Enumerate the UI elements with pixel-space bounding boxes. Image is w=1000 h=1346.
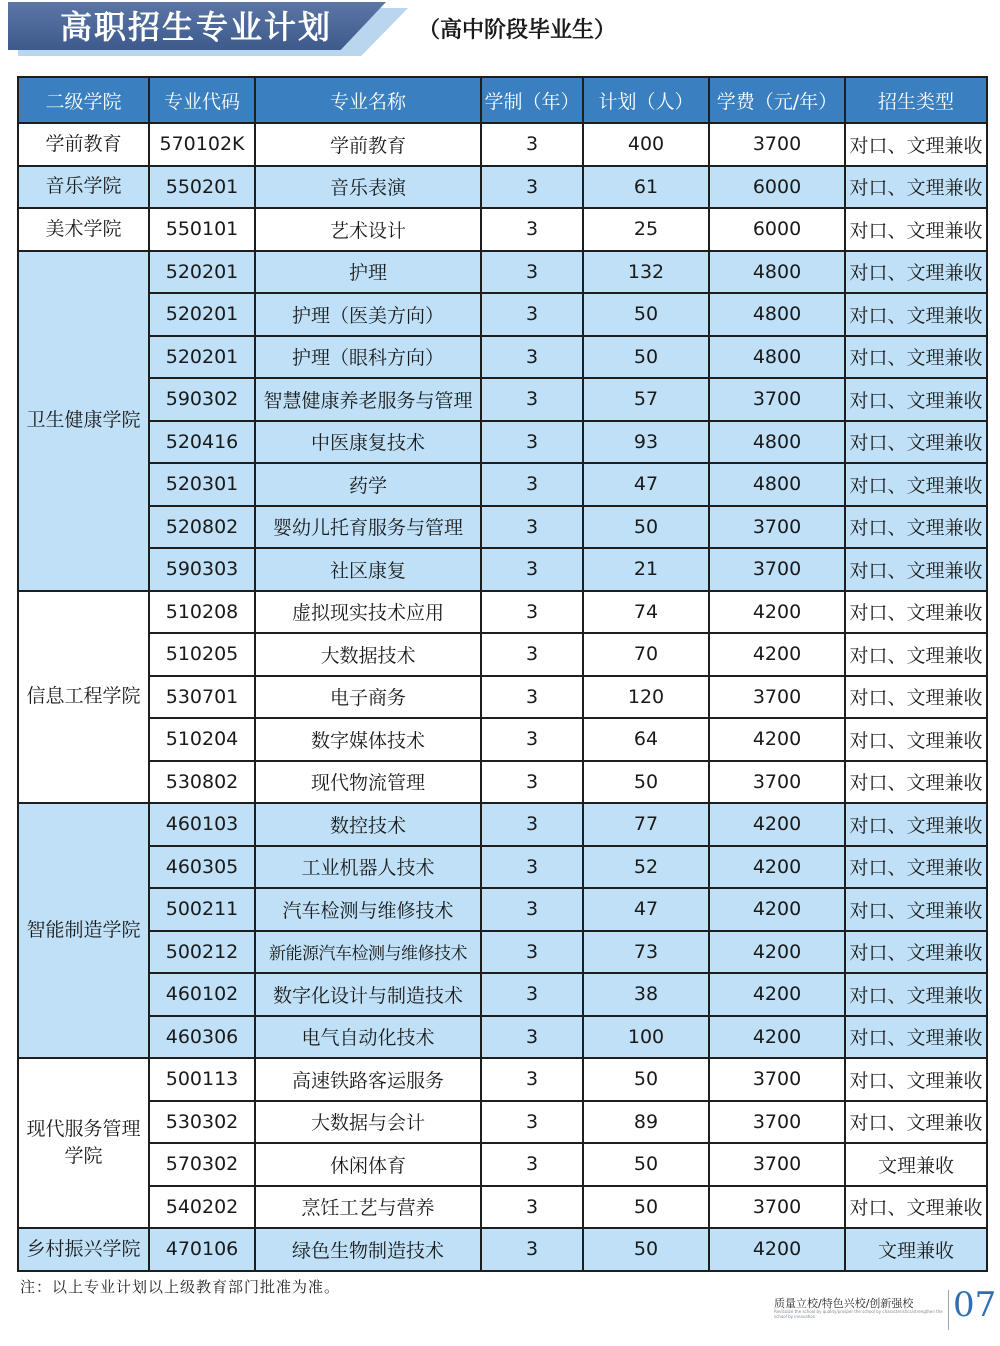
plan-count-cell: 50 bbox=[583, 1186, 709, 1229]
tuition-cell: 4200 bbox=[709, 1228, 845, 1271]
plan-count-cell: 38 bbox=[583, 973, 709, 1016]
plan-count-cell: 89 bbox=[583, 1101, 709, 1144]
table-row bbox=[18, 1101, 987, 1144]
tuition-cell: 3700 bbox=[709, 1186, 845, 1229]
years-cell: 3 bbox=[481, 1101, 583, 1144]
major-name-cell: 婴幼儿托育服务与管理 bbox=[255, 506, 481, 549]
major-name-cell: 工业机器人技术 bbox=[255, 846, 481, 889]
page-number: 07 bbox=[953, 1285, 997, 1325]
table-row bbox=[18, 1016, 987, 1059]
years-cell: 3 bbox=[481, 336, 583, 379]
major-name-cell: 药学 bbox=[255, 463, 481, 506]
tuition-cell: 6000 bbox=[709, 166, 845, 209]
enrollment-plan-table bbox=[17, 76, 986, 1272]
major-name-cell: 新能源汽车检测与维修技术 bbox=[255, 931, 481, 974]
tuition-cell: 4800 bbox=[709, 336, 845, 379]
major-name-cell: 虚拟现实技术应用 bbox=[255, 591, 481, 634]
table-row bbox=[18, 761, 987, 804]
major-code-cell: 520416 bbox=[149, 421, 255, 464]
plan-count-cell: 70 bbox=[583, 633, 709, 676]
header-plan: 计划（人） bbox=[583, 77, 709, 123]
major-name-cell: 大数据技术 bbox=[255, 633, 481, 676]
plan-count-cell: 93 bbox=[583, 421, 709, 464]
tuition-cell: 4200 bbox=[709, 888, 845, 931]
tuition-cell: 3700 bbox=[709, 378, 845, 421]
admission-type-cell: 对口、文理兼收 bbox=[845, 633, 987, 676]
header-years: 学制（年） bbox=[481, 77, 583, 123]
admission-type-cell: 对口、文理兼收 bbox=[845, 251, 987, 294]
plan-count-cell: 50 bbox=[583, 293, 709, 336]
plan-count-cell: 50 bbox=[583, 506, 709, 549]
table-row bbox=[18, 931, 987, 974]
plan-count-cell: 74 bbox=[583, 591, 709, 634]
college-cell: 智能制造学院 bbox=[18, 803, 149, 1058]
admission-type-cell: 对口、文理兼收 bbox=[845, 463, 987, 506]
major-code-cell: 530802 bbox=[149, 761, 255, 804]
tuition-cell: 4200 bbox=[709, 633, 845, 676]
years-cell: 3 bbox=[481, 123, 583, 166]
table-row bbox=[18, 888, 987, 931]
admission-type-cell: 对口、文理兼收 bbox=[845, 293, 987, 336]
header-tuition: 学费（元/年） bbox=[709, 77, 845, 123]
college-cell: 音乐学院 bbox=[18, 166, 149, 209]
tuition-cell: 4800 bbox=[709, 293, 845, 336]
college-cell: 卫生健康学院 bbox=[18, 251, 149, 591]
table-header-row bbox=[18, 77, 987, 123]
tuition-cell: 4800 bbox=[709, 463, 845, 506]
major-code-cell: 570102K bbox=[149, 123, 255, 166]
years-cell: 3 bbox=[481, 931, 583, 974]
tuition-cell: 3700 bbox=[709, 548, 845, 591]
years-cell: 3 bbox=[481, 888, 583, 931]
major-name-cell: 护理 bbox=[255, 251, 481, 294]
tuition-cell: 4200 bbox=[709, 931, 845, 974]
years-cell: 3 bbox=[481, 463, 583, 506]
major-name-cell: 电气自动化技术 bbox=[255, 1016, 481, 1059]
admission-type-cell: 文理兼收 bbox=[845, 1143, 987, 1186]
table-row bbox=[18, 718, 987, 761]
table-row bbox=[18, 591, 987, 634]
major-name-cell: 烹饪工艺与营养 bbox=[255, 1186, 481, 1229]
admission-type-cell: 对口、文理兼收 bbox=[845, 803, 987, 846]
years-cell: 3 bbox=[481, 251, 583, 294]
years-cell: 3 bbox=[481, 1143, 583, 1186]
major-code-cell: 460103 bbox=[149, 803, 255, 846]
table-row bbox=[18, 803, 987, 846]
major-name-cell: 休闲体育 bbox=[255, 1143, 481, 1186]
major-name-cell: 智慧健康养老服务与管理 bbox=[255, 378, 481, 421]
admission-type-cell: 对口、文理兼收 bbox=[845, 166, 987, 209]
page-subtitle: （高中阶段毕业生） bbox=[418, 18, 617, 43]
footer-slogan-english: Revitalize the school by quality/prosper the school by characteristics/strengthen the school by innovation bbox=[774, 1309, 943, 1319]
years-cell: 3 bbox=[481, 378, 583, 421]
title-banner bbox=[0, 0, 410, 58]
years-cell: 3 bbox=[481, 548, 583, 591]
years-cell: 3 bbox=[481, 506, 583, 549]
tuition-cell: 4200 bbox=[709, 1016, 845, 1059]
plan-count-cell: 64 bbox=[583, 718, 709, 761]
table-row bbox=[18, 378, 987, 421]
major-code-cell: 460306 bbox=[149, 1016, 255, 1059]
years-cell: 3 bbox=[481, 293, 583, 336]
major-code-cell: 550101 bbox=[149, 208, 255, 251]
admission-type-cell: 对口、文理兼收 bbox=[845, 1101, 987, 1144]
tuition-cell: 3700 bbox=[709, 123, 845, 166]
admission-type-cell: 对口、文理兼收 bbox=[845, 591, 987, 634]
table-row bbox=[18, 463, 987, 506]
table-row bbox=[18, 973, 987, 1016]
tuition-cell: 3700 bbox=[709, 1058, 845, 1101]
years-cell: 3 bbox=[481, 1016, 583, 1059]
tuition-cell: 4800 bbox=[709, 421, 845, 464]
major-code-cell: 550201 bbox=[149, 166, 255, 209]
plan-count-cell: 21 bbox=[583, 548, 709, 591]
major-code-cell: 530701 bbox=[149, 676, 255, 719]
major-code-cell: 520201 bbox=[149, 293, 255, 336]
college-cell: 信息工程学院 bbox=[18, 591, 149, 804]
years-cell: 3 bbox=[481, 591, 583, 634]
header-admission-type: 招生类型 bbox=[845, 77, 987, 123]
college-cell: 现代服务管理学院 bbox=[18, 1058, 149, 1228]
header-college: 二级学院 bbox=[18, 77, 149, 123]
years-cell: 3 bbox=[481, 846, 583, 889]
table-row bbox=[18, 1058, 987, 1101]
major-code-cell: 520201 bbox=[149, 336, 255, 379]
plan-count-cell: 47 bbox=[583, 463, 709, 506]
major-code-cell: 590303 bbox=[149, 548, 255, 591]
table-body bbox=[18, 123, 987, 1271]
major-code-cell: 520301 bbox=[149, 463, 255, 506]
major-code-cell: 540202 bbox=[149, 1186, 255, 1229]
footer-divider bbox=[948, 1290, 949, 1330]
plan-count-cell: 52 bbox=[583, 846, 709, 889]
plan-count-cell: 47 bbox=[583, 888, 709, 931]
table-row bbox=[18, 1143, 987, 1186]
major-code-cell: 500212 bbox=[149, 931, 255, 974]
footnote: 注：以上专业计划以上级教育部门批准为准。 bbox=[20, 1278, 341, 1296]
tuition-cell: 3700 bbox=[709, 761, 845, 804]
admission-type-cell: 对口、文理兼收 bbox=[845, 548, 987, 591]
major-code-cell: 510204 bbox=[149, 718, 255, 761]
major-code-cell: 520201 bbox=[149, 251, 255, 294]
college-cell: 乡村振兴学院 bbox=[18, 1228, 149, 1271]
years-cell: 3 bbox=[481, 803, 583, 846]
plan-count-cell: 77 bbox=[583, 803, 709, 846]
tuition-cell: 4800 bbox=[709, 251, 845, 294]
years-cell: 3 bbox=[481, 973, 583, 1016]
header-code: 专业代码 bbox=[149, 77, 255, 123]
plan-count-cell: 73 bbox=[583, 931, 709, 974]
major-name-cell: 艺术设计 bbox=[255, 208, 481, 251]
admission-type-cell: 对口、文理兼收 bbox=[845, 718, 987, 761]
admission-type-cell: 对口、文理兼收 bbox=[845, 888, 987, 931]
admission-type-cell: 对口、文理兼收 bbox=[845, 973, 987, 1016]
admission-type-cell: 对口、文理兼收 bbox=[845, 1058, 987, 1101]
admission-type-cell: 对口、文理兼收 bbox=[845, 1186, 987, 1229]
major-name-cell: 护理（眼科方向） bbox=[255, 336, 481, 379]
admission-type-cell: 对口、文理兼收 bbox=[845, 931, 987, 974]
table-row bbox=[18, 846, 987, 889]
tuition-cell: 3700 bbox=[709, 676, 845, 719]
table-row bbox=[18, 633, 987, 676]
admission-type-cell: 文理兼收 bbox=[845, 1228, 987, 1271]
plan-count-cell: 25 bbox=[583, 208, 709, 251]
years-cell: 3 bbox=[481, 676, 583, 719]
tuition-cell: 3700 bbox=[709, 1143, 845, 1186]
major-name-cell: 护理（医美方向） bbox=[255, 293, 481, 336]
table-row bbox=[18, 1186, 987, 1229]
years-cell: 3 bbox=[481, 421, 583, 464]
admission-type-cell: 对口、文理兼收 bbox=[845, 846, 987, 889]
major-code-cell: 590302 bbox=[149, 378, 255, 421]
plan-count-cell: 400 bbox=[583, 123, 709, 166]
major-name-cell: 汽车检测与维修技术 bbox=[255, 888, 481, 931]
admission-type-cell: 对口、文理兼收 bbox=[845, 676, 987, 719]
major-code-cell: 460305 bbox=[149, 846, 255, 889]
plan-count-cell: 50 bbox=[583, 1058, 709, 1101]
tuition-cell: 4200 bbox=[709, 591, 845, 634]
years-cell: 3 bbox=[481, 1186, 583, 1229]
table-row bbox=[18, 676, 987, 719]
header-major-name: 专业名称 bbox=[255, 77, 481, 123]
page-title: 高职招生专业计划 bbox=[60, 8, 333, 46]
years-cell: 3 bbox=[481, 1228, 583, 1271]
major-code-cell: 520802 bbox=[149, 506, 255, 549]
admission-type-cell: 对口、文理兼收 bbox=[845, 506, 987, 549]
major-name-cell: 数字媒体技术 bbox=[255, 718, 481, 761]
major-name-cell: 电子商务 bbox=[255, 676, 481, 719]
years-cell: 3 bbox=[481, 718, 583, 761]
major-name-cell: 音乐表演 bbox=[255, 166, 481, 209]
major-name-cell: 大数据与会计 bbox=[255, 1101, 481, 1144]
years-cell: 3 bbox=[481, 633, 583, 676]
tuition-cell: 3700 bbox=[709, 1101, 845, 1144]
college-cell: 美术学院 bbox=[18, 208, 149, 251]
major-name-cell: 高速铁路客运服务 bbox=[255, 1058, 481, 1101]
plan-count-cell: 57 bbox=[583, 378, 709, 421]
years-cell: 3 bbox=[481, 208, 583, 251]
plan-count-cell: 50 bbox=[583, 1228, 709, 1271]
admission-type-cell: 对口、文理兼收 bbox=[845, 761, 987, 804]
years-cell: 3 bbox=[481, 761, 583, 804]
table-row bbox=[18, 251, 987, 294]
admission-type-cell: 对口、文理兼收 bbox=[845, 336, 987, 379]
admission-type-cell: 对口、文理兼收 bbox=[845, 421, 987, 464]
footer-slogan: 质量立校/特色兴校/创新强校 bbox=[774, 1297, 914, 1310]
tuition-cell: 3700 bbox=[709, 506, 845, 549]
table-row bbox=[18, 506, 987, 549]
years-cell: 3 bbox=[481, 1058, 583, 1101]
table-row bbox=[18, 548, 987, 591]
plan-count-cell: 50 bbox=[583, 761, 709, 804]
major-code-cell: 500113 bbox=[149, 1058, 255, 1101]
table-row bbox=[18, 293, 987, 336]
table-row bbox=[18, 1228, 987, 1271]
tuition-cell: 4200 bbox=[709, 718, 845, 761]
major-code-cell: 500211 bbox=[149, 888, 255, 931]
major-code-cell: 460102 bbox=[149, 973, 255, 1016]
plan-count-cell: 100 bbox=[583, 1016, 709, 1059]
admission-type-cell: 对口、文理兼收 bbox=[845, 1016, 987, 1059]
tuition-cell: 4200 bbox=[709, 973, 845, 1016]
major-code-cell: 510205 bbox=[149, 633, 255, 676]
major-code-cell: 510208 bbox=[149, 591, 255, 634]
major-name-cell: 绿色生物制造技术 bbox=[255, 1228, 481, 1271]
plan-count-cell: 61 bbox=[583, 166, 709, 209]
plan-count-cell: 132 bbox=[583, 251, 709, 294]
tuition-cell: 6000 bbox=[709, 208, 845, 251]
years-cell: 3 bbox=[481, 166, 583, 209]
tuition-cell: 4200 bbox=[709, 803, 845, 846]
plan-count-cell: 50 bbox=[583, 1143, 709, 1186]
major-name-cell: 学前教育 bbox=[255, 123, 481, 166]
major-name-cell: 中医康复技术 bbox=[255, 421, 481, 464]
table-row bbox=[18, 336, 987, 379]
admission-type-cell: 对口、文理兼收 bbox=[845, 123, 987, 166]
major-code-cell: 470106 bbox=[149, 1228, 255, 1271]
table-row bbox=[18, 166, 987, 209]
tuition-cell: 4200 bbox=[709, 846, 845, 889]
college-cell: 学前教育 bbox=[18, 123, 149, 166]
major-code-cell: 530302 bbox=[149, 1101, 255, 1144]
plan-count-cell: 50 bbox=[583, 336, 709, 379]
major-name-cell: 现代物流管理 bbox=[255, 761, 481, 804]
major-name-cell: 数字化设计与制造技术 bbox=[255, 973, 481, 1016]
table-row bbox=[18, 208, 987, 251]
table-row bbox=[18, 421, 987, 464]
admission-type-cell: 对口、文理兼收 bbox=[845, 378, 987, 421]
major-name-cell: 社区康复 bbox=[255, 548, 481, 591]
plan-count-cell: 120 bbox=[583, 676, 709, 719]
plan-table bbox=[17, 76, 988, 1272]
major-name-cell: 数控技术 bbox=[255, 803, 481, 846]
major-code-cell: 570302 bbox=[149, 1143, 255, 1186]
admission-type-cell: 对口、文理兼收 bbox=[845, 208, 987, 251]
table-row bbox=[18, 123, 987, 166]
